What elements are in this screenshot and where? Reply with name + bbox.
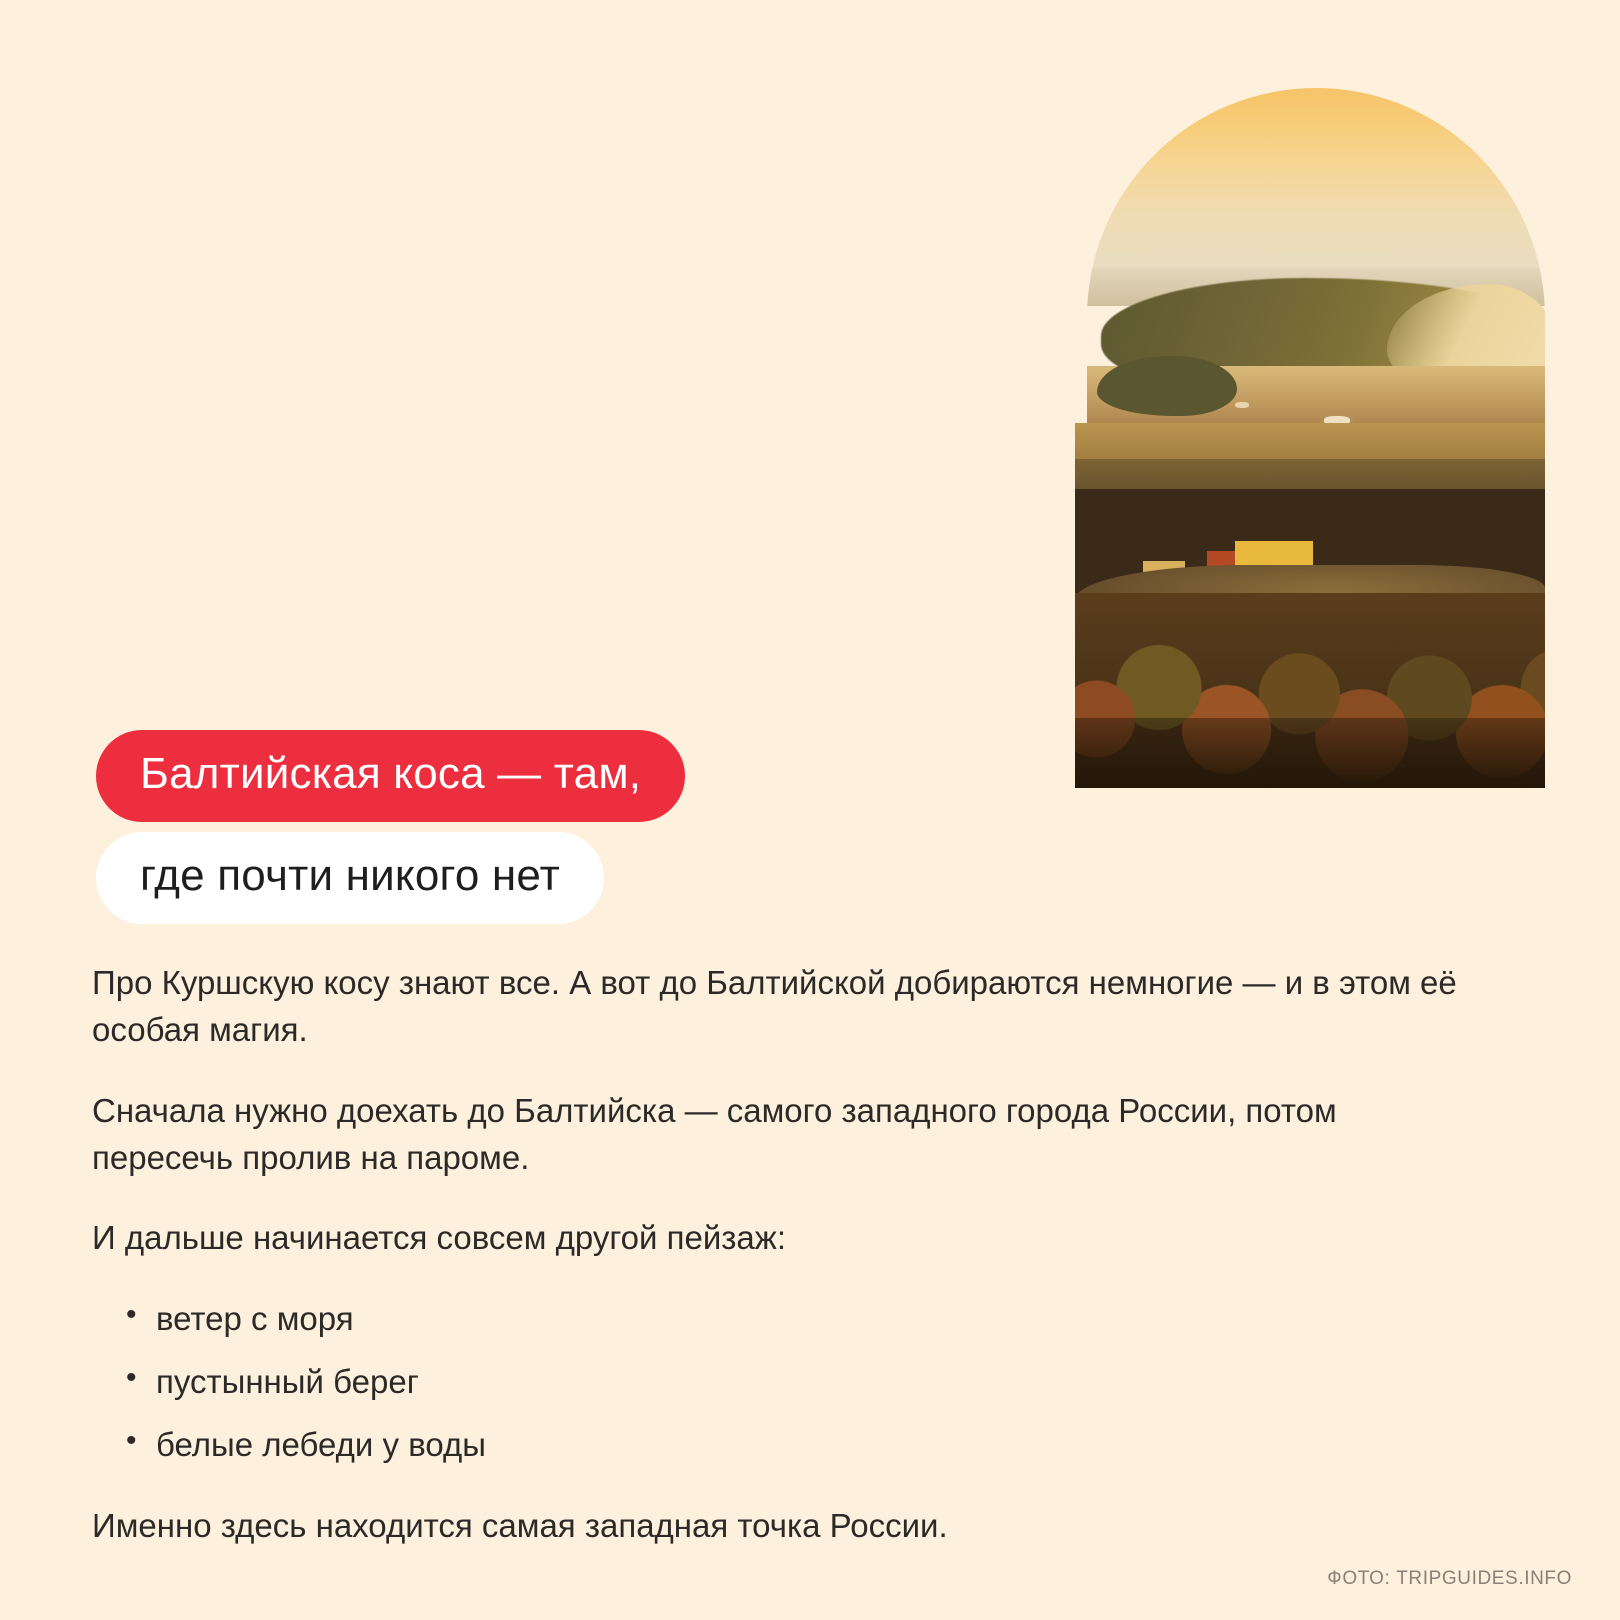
arch-photo (1087, 88, 1545, 438)
title-line-2: где почти никого нет (96, 832, 604, 924)
list-item: • ветер с моря (120, 1296, 1492, 1343)
feature-list (92, 1296, 1492, 1469)
photo-collage (1075, 88, 1545, 788)
title-line-1: Балтийская коса — там, (96, 730, 685, 822)
islet (1097, 356, 1237, 416)
list-item: • белые лебеди у воды (120, 1422, 1492, 1469)
list-item: • пустынный берег (120, 1359, 1492, 1406)
photo-credit: ФОТО: TRIPGUIDES.INFO (1327, 1568, 1572, 1589)
article-body (92, 960, 1492, 1584)
paragraph-2: Сначала нужно доехать до Балтийска — самого западного города России, потом пересечь пролив на пароме. (92, 1091, 1337, 1176)
small-boat (1235, 402, 1249, 408)
rect-photo (1075, 423, 1545, 788)
title-block (96, 730, 996, 924)
sunset-sky (1087, 88, 1545, 278)
paragraph-1: Про Куршскую косу знают все. А вот до Балтийской добираются немногие — и в этом её особая магия. (92, 964, 1457, 1048)
shadow-foreground (1075, 718, 1545, 788)
paragraph-4: Именно здесь находится самая западная точка России. (92, 1506, 948, 1544)
paragraph-3: И дальше начинается совсем другой пейзаж: (92, 1219, 787, 1257)
shore-strip (1075, 459, 1545, 489)
